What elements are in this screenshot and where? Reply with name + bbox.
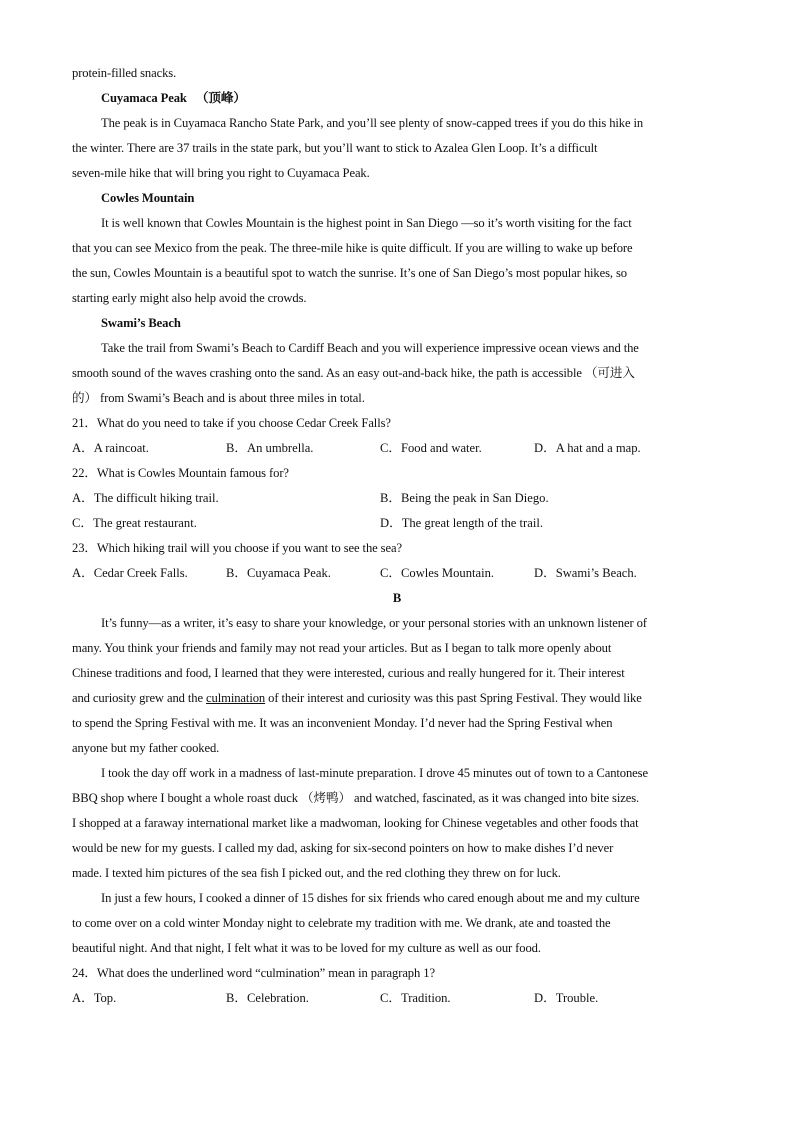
paragraph-line: Take the trail from Swami’s Beach to Cardiff Beach and you will experience impressive ocean views and the — [101, 341, 639, 355]
heading-text: Cuyamaca Peak — [101, 91, 187, 105]
question-24-option-b[interactable]: B．Celebration. — [226, 991, 309, 1005]
question-24-stem: 24．What does the underlined word “culmination” mean in paragraph 1? — [72, 966, 435, 980]
question-22-stem: 22．What is Cowles Mountain famous for? — [72, 466, 289, 480]
paragraph-line-underlined — [72, 690, 642, 706]
paragraph-line: anyone but my father cooked. — [72, 741, 220, 755]
paragraph-line: to come over on a cold winter Monday night to celebrate my tradition with me. We drank, ate and toasted the — [72, 916, 611, 930]
question-21-option-b[interactable]: B．An umbrella. — [226, 441, 314, 455]
paragraph-line: to spend the Spring Festival with me. It was an inconvenient Monday. I’d never had the Spring Festival when — [72, 716, 613, 730]
heading-note: （顶峰） — [195, 91, 246, 105]
question-21-option-c[interactable]: C．Food and water. — [380, 441, 482, 455]
text-segment: and curiosity grew and the — [72, 691, 207, 705]
paragraph-line: I shopped at a faraway international market like a madwoman, looking for Chinese vegetables and other foods that — [72, 816, 639, 830]
question-22-option-c[interactable]: C．The great restaurant. — [72, 516, 197, 530]
question-21-stem: 21．What do you need to take if you choose Cedar Creek Falls? — [72, 416, 391, 430]
paragraph-line: It’s funny—as a writer, it’s easy to share your knowledge, or your personal stories with an unknown listener of — [101, 616, 647, 630]
paragraph-line: starting early might also help avoid the crowds. — [72, 291, 307, 305]
paragraph-line: that you can see Mexico from the peak. The three-mile hike is quite difficult. If you are willing to wake up before — [72, 241, 633, 255]
passage-a-intro-tail: protein-filled snacks. — [72, 66, 177, 80]
question-23-option-c[interactable]: C．Cowles Mountain. — [380, 566, 495, 580]
paragraph-line: made. I texted him pictures of the sea fish I picked out, and the red clothing they threw on for luck. — [72, 866, 561, 880]
text-segment: of their interest and curiosity was this past Spring Festival. They would like — [265, 691, 642, 705]
paragraph-line: seven-mile hike that will bring you right to Cuyamaca Peak. — [72, 166, 370, 180]
underlined-word-culmination: culmination — [206, 691, 266, 705]
question-23-option-d[interactable]: D．Swami’s Beach. — [534, 566, 637, 580]
paragraph-line: the winter. There are 37 trails in the state park, but you’ll want to stick to Azalea Glen Loop. It’s a difficult — [72, 141, 598, 155]
paragraph-line: The peak is in Cuyamaca Rancho State Park, and you’ll see plenty of snow-capped trees if you do this hike in — [101, 116, 644, 130]
paragraph-line: smooth sound of the waves crashing onto the sand. As an easy out-and-back hike, the path is accessible （可进入 — [72, 366, 635, 380]
paragraph-line: beautiful night. And that night, I felt what it was to be loved for my culture as well as our food. — [72, 941, 541, 955]
section-heading-swamis: Swami’s Beach — [101, 316, 181, 330]
section-heading-cowles: Cowles Mountain — [101, 191, 195, 205]
question-21-option-a[interactable]: A．A raincoat. — [72, 441, 149, 455]
paragraph-line: I took the day off work in a madness of last-minute preparation. I drove 45 minutes out of town to a Cantonese — [101, 766, 648, 780]
paragraph-line: many. You think your friends and family may not read your articles. But as I began to talk more openly about — [72, 641, 612, 655]
question-23-option-b[interactable]: B．Cuyamaca Peak. — [226, 566, 331, 580]
paragraph-line: would be new for my guests. I called my dad, asking for six-second pointers on how to make dishes I’d never — [72, 841, 614, 855]
paragraph-line: It is well known that Cowles Mountain is the highest point in San Diego —so it’s worth visiting for the fact — [101, 216, 632, 230]
question-24-option-c[interactable]: C．Tradition. — [380, 991, 451, 1005]
question-22-option-b[interactable]: B．Being the peak in San Diego. — [380, 491, 549, 505]
question-24-option-d[interactable]: D．Trouble. — [534, 991, 599, 1005]
paragraph-line: BBQ shop where I bought a whole roast duck （烤鸭） and watched, fascinated, as it was changed into bite sizes. — [72, 791, 640, 805]
question-22-option-a[interactable]: A．The difficult hiking trail. — [72, 491, 219, 505]
section-heading-cuyamaca — [101, 90, 246, 106]
question-23-stem: 23．Which hiking trail will you choose if you want to see the sea? — [72, 541, 402, 555]
paragraph-line: Chinese traditions and food, I learned that they were interested, curious and really hungered for it. Their interest — [72, 666, 625, 680]
paragraph-line: the sun, Cowles Mountain is a beautiful spot to watch the sunrise. It’s one of San Diego’s most popular hikes, so — [72, 266, 628, 280]
passage-b-title: B — [392, 591, 402, 605]
question-22-option-d[interactable]: D．The great length of the trail. — [380, 516, 543, 530]
question-24-option-a[interactable]: A．Top. — [72, 991, 117, 1005]
paragraph-line: In just a few hours, I cooked a dinner of 15 dishes for six friends who cared enough about me and my culture — [101, 891, 640, 905]
question-21-option-d[interactable]: D．A hat and a map. — [534, 441, 641, 455]
question-23-option-a[interactable]: A．Cedar Creek Falls. — [72, 566, 188, 580]
paragraph-line: 的） from Swami’s Beach and is about three miles in total. — [72, 391, 365, 405]
